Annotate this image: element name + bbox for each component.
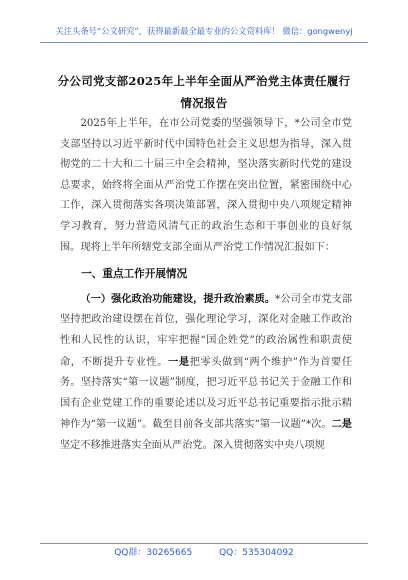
point-marker-2: 二是 bbox=[331, 418, 352, 431]
footer-qq-contact: QQ：535304092 bbox=[219, 548, 294, 558]
subsection-text-b: 把零头做到“两个维护”作为首要任务。坚持落实“第一议题”制度，把习近平总书记关于金融工作和国有企业党建工作的重要论述以及习近平总书记重要指示批示精神作为“第一议题”。截至目前各支部共落实“第一议题”*次。 bbox=[60, 356, 353, 431]
document-title: 分公司党支部2025年上半年全面从严治党主体责任履行情况报告 bbox=[57, 74, 351, 110]
section-heading: 一、重点工作开展情况 bbox=[81, 268, 188, 281]
subsection-paragraph bbox=[60, 289, 352, 457]
footer bbox=[40, 544, 368, 564]
subsection-text-a: *公司全市党支部坚持把政治建设摆在首位，强化理论学习，深化对金融工作政治性和人民性的认识，牢牢把握“国企姓党”的政治属性和职责使命，不断提升专业性。 bbox=[60, 293, 353, 368]
header-divider bbox=[40, 42, 368, 43]
document-body bbox=[60, 114, 352, 457]
header-banner: 关注头条号“公文研究”，获得最新最全最专业的公文资料库！ 微信：gongwenyj bbox=[55, 26, 353, 36]
subsection-heading: （一）强化政治功能建设，提升政治素质。 bbox=[80, 292, 276, 305]
footer-qq-group: QQ群：30265665 bbox=[114, 548, 193, 558]
subsection-text-c: 坚定不移推进落实全面从严治党。深入贯彻落实中央八项规 bbox=[60, 439, 325, 451]
point-marker-1: 一是 bbox=[168, 355, 190, 368]
intro-paragraph: 2025年上半年，在市公司党委的坚强领导下，*公司全市党支部坚持以习近平新时代中国特色社会主义思想为指导，深入贯彻党的二十大和二十届三中全会精神，坚决落实新时代党的建设总要求，始终将全面从严治党工作摆在突出位置，紧密围绕中心工作，深入贯彻落实各项决策部署，深入贯彻中央八项规定精神学习教育，努力营造风清气正的政治生态和干事创业的良好氛围。现将上半年所辖党支部全面从严治党工作情况汇报如下： bbox=[60, 118, 352, 253]
